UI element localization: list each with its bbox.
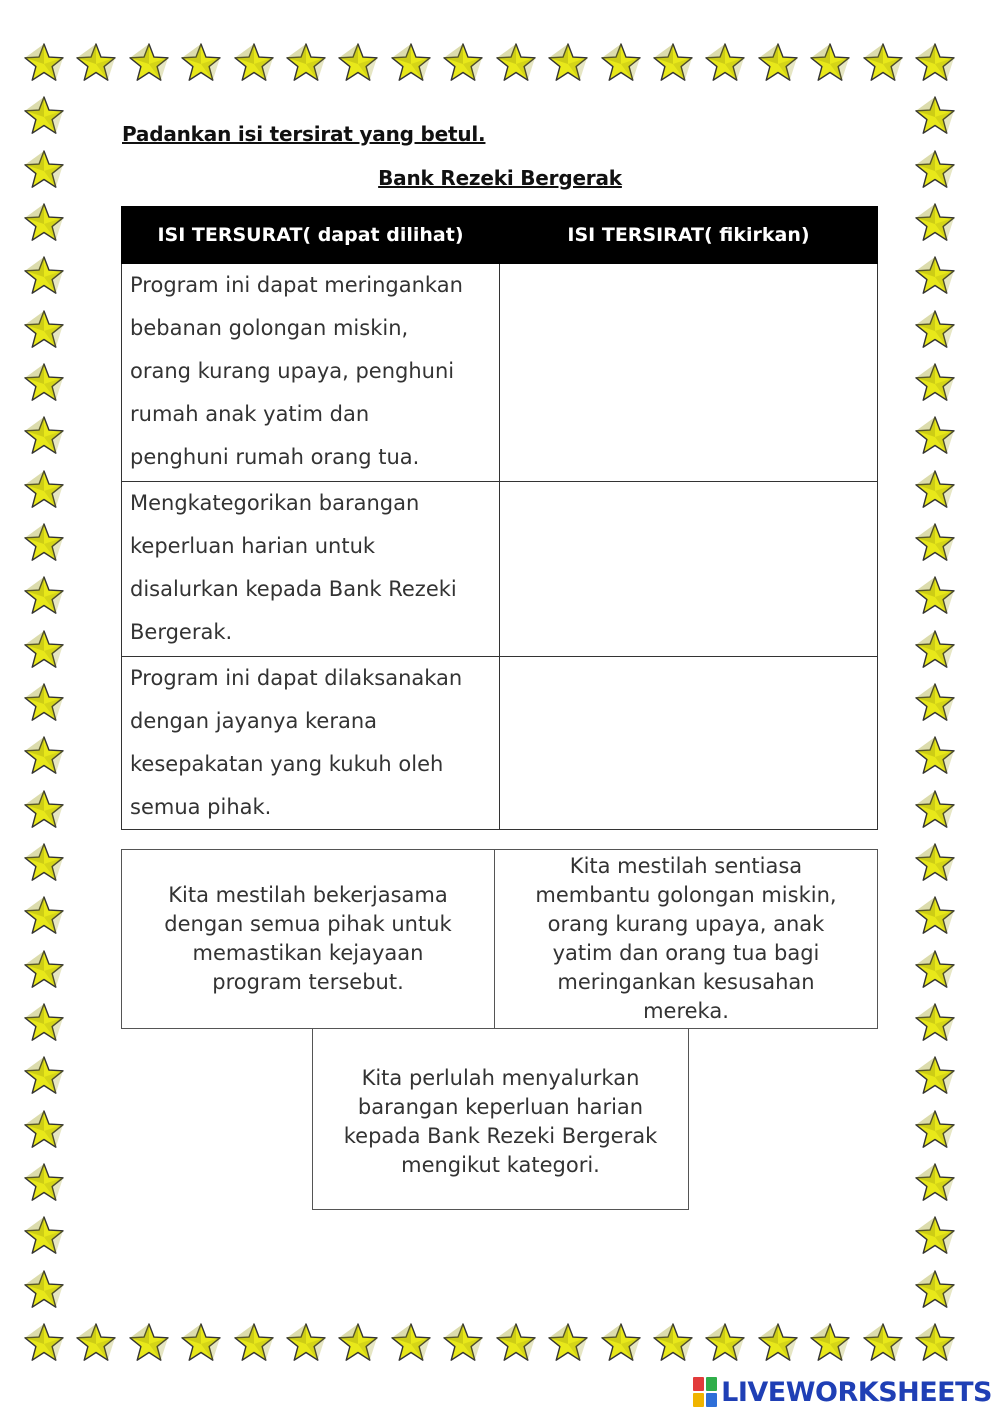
star-icon: [22, 95, 66, 139]
star-icon: [22, 575, 66, 619]
star-icon: [546, 42, 590, 86]
star-icon: [336, 1322, 380, 1366]
text-line: Program ini dapat meringankan: [130, 273, 463, 297]
star-icon: [913, 789, 957, 833]
text-line: Program ini dapat dilaksanakan: [130, 666, 463, 690]
star-icon: [179, 1322, 223, 1366]
star-icon: [861, 42, 905, 86]
star-icon: [913, 522, 957, 566]
star-icon: [599, 42, 643, 86]
star-icon: [494, 1322, 538, 1366]
star-icon: [494, 42, 538, 86]
star-icon: [22, 629, 66, 673]
star-icon: [756, 42, 800, 86]
star-icon: [913, 255, 957, 299]
star-icon: [22, 949, 66, 993]
star-icon: [22, 682, 66, 726]
star-icon: [913, 735, 957, 779]
text-line: memastikan kejayaan: [192, 941, 424, 965]
text-line: yatim dan orang tua bagi: [552, 941, 820, 965]
liveworksheets-logo-icon: [693, 1377, 717, 1407]
text-line: disalurkan kepada Bank Rezeki: [130, 577, 457, 601]
star-icon: [74, 42, 118, 86]
text-line: barangan keperluan harian: [357, 1095, 644, 1119]
table-header-row: [122, 207, 878, 264]
header-tersurat: ISI TERSURAT( dapat dilihat): [122, 207, 500, 264]
text-line: semua pihak.: [130, 795, 272, 819]
star-icon: [913, 1162, 957, 1206]
star-icon: [913, 1215, 957, 1259]
instruction-heading: Padankan isi tersirat yang betul.: [122, 122, 486, 146]
star-icon: [651, 1322, 695, 1366]
star-icon: [22, 202, 66, 246]
star-icon: [22, 522, 66, 566]
star-icon: [22, 1322, 66, 1366]
star-icon: [284, 42, 328, 86]
text-line: bebanan golongan miskin,: [130, 316, 409, 340]
liveworksheets-brand: [693, 1375, 992, 1409]
star-icon: [913, 575, 957, 619]
star-icon: [22, 789, 66, 833]
star-icon: [913, 95, 957, 139]
star-icon: [22, 1109, 66, 1153]
star-icon: [913, 469, 957, 513]
tersirat-drop-zone[interactable]: [500, 657, 878, 830]
star-icon: [22, 1215, 66, 1259]
text-line: Mengkategorikan barangan: [130, 491, 420, 515]
text-line: Bergerak.: [130, 620, 233, 644]
text-line: dengan jayanya kerana: [130, 709, 378, 733]
header-tersirat: ISI TERSIRAT( fikirkan): [500, 207, 878, 264]
text-line: orang kurang upaya, penghuni: [130, 359, 455, 383]
text-line: program tersebut.: [212, 970, 404, 994]
star-icon: [913, 1002, 957, 1046]
text-line: rumah anak yatim dan: [130, 402, 370, 426]
star-icon: [913, 1269, 957, 1313]
worksheet-title: Bank Rezeki Bergerak: [378, 166, 622, 190]
draggable-answer-card[interactable]: [494, 849, 878, 1029]
star-icon: [913, 362, 957, 406]
draggable-answer-card[interactable]: [312, 1028, 689, 1210]
text-line: meringankan kesusahan: [557, 970, 815, 994]
star-icon: [127, 42, 171, 86]
star-icon: [546, 1322, 590, 1366]
star-icon: [913, 949, 957, 993]
star-icon: [913, 1109, 957, 1153]
table-row: [122, 264, 878, 482]
star-icon: [756, 1322, 800, 1366]
star-icon: [336, 42, 380, 86]
star-icon: [861, 1322, 905, 1366]
draggable-answer-card[interactable]: [121, 849, 495, 1029]
star-icon: [913, 415, 957, 459]
star-icon: [22, 415, 66, 459]
star-icon: [913, 1055, 957, 1099]
text-line: kesepakatan yang kukuh oleh: [130, 752, 444, 776]
star-icon: [913, 42, 957, 86]
text-line: dengan semua pihak untuk: [164, 912, 452, 936]
star-icon: [74, 1322, 118, 1366]
table-row: [122, 482, 878, 657]
star-icon: [703, 1322, 747, 1366]
star-icon: [913, 682, 957, 726]
star-icon: [127, 1322, 171, 1366]
star-icon: [913, 895, 957, 939]
text-line: mereka.: [643, 999, 729, 1023]
star-icon: [389, 42, 433, 86]
star-icon: [808, 42, 852, 86]
text-line: membantu golongan miskin,: [535, 883, 837, 907]
star-icon: [22, 362, 66, 406]
tersurat-cell: [122, 657, 500, 830]
text-line: Kita mestilah sentiasa: [569, 854, 803, 878]
star-icon: [913, 629, 957, 673]
star-icon: [22, 735, 66, 779]
text-line: penghuni rumah orang tua.: [130, 445, 420, 469]
text-line: mengikut kategori.: [401, 1153, 600, 1177]
text-line: keperluan harian untuk: [130, 534, 376, 558]
star-icon: [599, 1322, 643, 1366]
star-icon: [22, 255, 66, 299]
star-icon: [913, 1322, 957, 1366]
star-icon: [913, 842, 957, 886]
text-line: kepada Bank Rezeki Bergerak: [343, 1124, 658, 1148]
star-icon: [22, 1162, 66, 1206]
tersurat-cell: [122, 264, 500, 482]
star-icon: [441, 42, 485, 86]
star-icon: [22, 42, 66, 86]
star-icon: [808, 1322, 852, 1366]
text-line: Kita perlulah menyalurkan: [361, 1066, 640, 1090]
star-icon: [22, 1002, 66, 1046]
text-line: Kita mestilah bekerjasama: [168, 883, 448, 907]
star-icon: [22, 1055, 66, 1099]
brand-name: LIVEWORKSHEETS: [721, 1376, 992, 1408]
star-icon: [703, 42, 747, 86]
matching-table: [121, 206, 878, 830]
star-icon: [22, 309, 66, 353]
star-icon: [913, 202, 957, 246]
star-icon: [441, 1322, 485, 1366]
text-line: orang kurang upaya, anak: [547, 912, 825, 936]
tersirat-drop-zone[interactable]: [500, 482, 878, 657]
tersirat-drop-zone[interactable]: [500, 264, 878, 482]
star-icon: [284, 1322, 328, 1366]
star-icon: [22, 895, 66, 939]
star-icon: [22, 469, 66, 513]
tersurat-cell: [122, 482, 500, 657]
star-icon: [22, 842, 66, 886]
star-icon: [913, 309, 957, 353]
star-icon: [179, 42, 223, 86]
star-icon: [232, 42, 276, 86]
star-icon: [389, 1322, 433, 1366]
star-icon: [232, 1322, 276, 1366]
star-icon: [22, 1269, 66, 1313]
table-row: [122, 657, 878, 830]
star-icon: [651, 42, 695, 86]
